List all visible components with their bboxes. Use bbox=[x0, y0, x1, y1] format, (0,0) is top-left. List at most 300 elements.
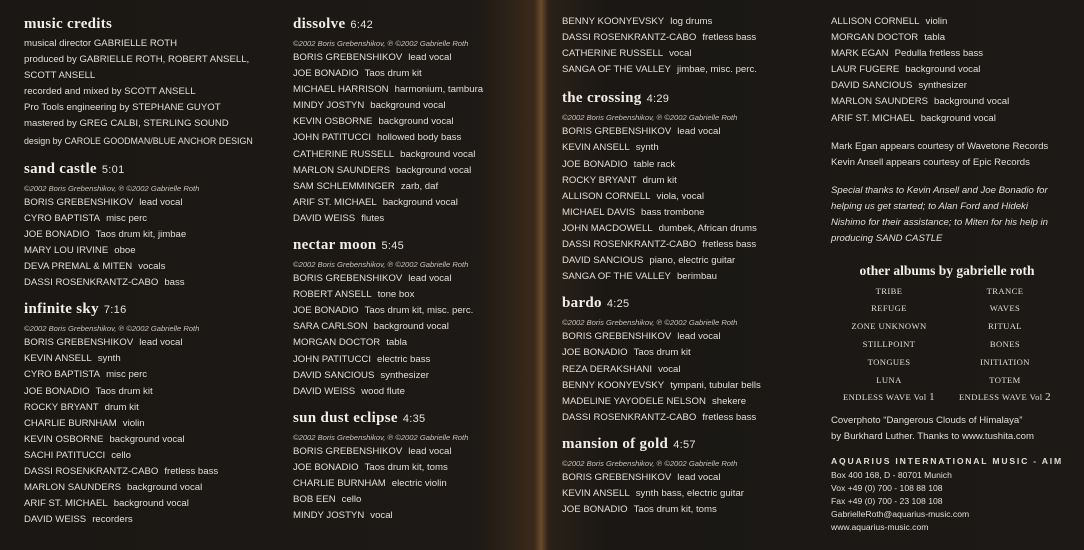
personnel-line bbox=[293, 460, 533, 476]
address-line: Fax +49 (0) 700 - 23 108 108 bbox=[831, 496, 943, 507]
address-line: www.aquarius-music.com bbox=[831, 522, 929, 533]
performer-name: KEVIN ANSELL bbox=[24, 353, 92, 365]
personnel-line bbox=[293, 368, 533, 384]
personnel-line bbox=[562, 237, 812, 253]
personnel-line bbox=[293, 319, 533, 335]
performer-role: fretless bass bbox=[702, 32, 757, 44]
performer-name: SARA CARLSON bbox=[293, 321, 368, 333]
track-list bbox=[562, 88, 812, 518]
performer-role: vocals bbox=[138, 261, 166, 273]
performer-name: MARK EGAN bbox=[831, 48, 889, 60]
performer-name: BORIS GREBENSHIKOV bbox=[293, 273, 403, 285]
column-tracks-2 bbox=[293, 14, 533, 532]
track-copyright: ©2002 Boris Grebenshikov, ℗ ©2002 Gabrielle Roth bbox=[293, 260, 469, 270]
performer-name: LAUR FUGERE bbox=[831, 64, 900, 76]
performer-role: Taos drum kit, toms bbox=[364, 461, 448, 473]
column-tracks-3 bbox=[562, 14, 812, 526]
performer-name: BENNY KOONYEVSKY bbox=[562, 379, 665, 391]
performer-name: ROCKY BRYANT bbox=[562, 174, 637, 186]
performer-role: Taos drum kit, misc. perc. bbox=[364, 305, 474, 317]
performer-role: background vocal bbox=[370, 100, 446, 112]
performer-name: JOE BONADIO bbox=[293, 461, 359, 473]
performer-name: ROBERT ANSELL bbox=[293, 289, 372, 301]
track-name: mansion of gold bbox=[562, 435, 669, 452]
personnel-line bbox=[24, 335, 264, 351]
personnel-line bbox=[293, 384, 533, 400]
personnel-line bbox=[562, 269, 812, 285]
personnel-line bbox=[293, 287, 533, 303]
performer-role: fretless bass bbox=[702, 239, 757, 251]
track-copyright: ©2002 Boris Grebenshikov, ℗ ©2002 Gabrielle Roth bbox=[562, 318, 738, 328]
performer-role: lead vocal bbox=[408, 273, 452, 285]
performer-name: DAVID WEISS bbox=[293, 212, 356, 224]
performer-name: ARIF ST. MICHAEL bbox=[293, 196, 377, 208]
performer-role: background vocal bbox=[109, 433, 185, 445]
track-copyright: ©2002 Boris Grebenshikov, ℗ ©2002 Gabrielle Roth bbox=[562, 458, 738, 468]
album-title: REFUGE bbox=[871, 303, 907, 314]
personnel-line bbox=[562, 14, 812, 30]
performer-name: BORIS GREBENSHIKOV bbox=[24, 337, 134, 349]
personnel-line bbox=[831, 30, 1063, 46]
performer-role: wood flute bbox=[361, 385, 405, 397]
performer-role: background vocal bbox=[905, 64, 981, 76]
personnel-line bbox=[562, 362, 812, 378]
performer-role: synthesizer bbox=[380, 369, 429, 381]
personnel-line bbox=[562, 30, 812, 46]
performer-name: MINDY JOSTYN bbox=[293, 510, 365, 522]
track-title bbox=[562, 434, 812, 455]
personnel-line bbox=[562, 345, 812, 361]
performer-role: cello bbox=[111, 449, 131, 461]
performer-role: violin bbox=[925, 16, 948, 27]
performer-name: DASSI ROSENKRANTZ-CABO bbox=[562, 239, 697, 251]
personnel-line bbox=[293, 335, 533, 351]
performer-role: Taos drum kit bbox=[364, 68, 422, 80]
performer-role: table rack bbox=[633, 158, 676, 170]
performer-name: BORIS GREBENSHIKOV bbox=[293, 445, 403, 457]
performer-name: CHARLIE BURNHAM bbox=[24, 417, 117, 429]
performer-role: fretless bass bbox=[702, 411, 757, 423]
personnel-line bbox=[562, 253, 812, 269]
address-line: Vox +49 (0) 700 - 108 88 108 bbox=[831, 483, 943, 494]
personnel-line bbox=[562, 205, 812, 221]
performer-name: ROCKY BRYANT bbox=[24, 401, 99, 413]
performer-name: DEVA PREMAL & MITEN bbox=[24, 261, 133, 273]
track-title bbox=[24, 159, 264, 180]
performer-role: lead vocal bbox=[677, 331, 721, 343]
personnel-line bbox=[293, 492, 533, 508]
album-title: TOTEM bbox=[989, 374, 1021, 385]
thanks-line: producing SAND CASTLE bbox=[831, 232, 943, 244]
album-title: STILLPOINT bbox=[862, 339, 916, 350]
album-name: ENDLESS WAVE bbox=[842, 392, 914, 403]
personnel-line bbox=[562, 394, 812, 410]
album-vol: Vol bbox=[1029, 392, 1046, 403]
performer-role: background vocal bbox=[127, 482, 203, 494]
performer-role: background vocal bbox=[378, 116, 454, 128]
track-duration: 6:42 bbox=[350, 19, 374, 31]
track-copyright: ©2002 Boris Grebenshikov, ℗ ©2002 Gabrielle Roth bbox=[562, 113, 738, 123]
album-title bbox=[947, 389, 1063, 407]
performer-name: SAM SCHLEMMINGER bbox=[293, 180, 395, 192]
track-title bbox=[562, 88, 812, 109]
track-name: the crossing bbox=[562, 90, 642, 107]
performer-name: CYRO BAPTISTA bbox=[24, 212, 101, 224]
performer-role: background vocal bbox=[113, 498, 189, 510]
track-duration: 7:16 bbox=[103, 304, 127, 317]
personnel-line bbox=[24, 227, 264, 243]
performer-role: background vocal bbox=[920, 112, 996, 124]
performer-name: SANGA OF THE VALLEY bbox=[562, 271, 671, 283]
personnel-line bbox=[293, 98, 533, 114]
album-volume-number: 1 bbox=[929, 391, 936, 404]
performer-name: MARLON SAUNDERS bbox=[293, 164, 391, 176]
address-line: Box 400 168, D - 80701 Munich bbox=[831, 470, 952, 481]
credit-line: produced by GABRIELLE ROTH, ROBERT ANSELL, bbox=[24, 54, 250, 66]
label-address bbox=[831, 469, 1063, 534]
performer-name: CATHERINE RUSSELL bbox=[293, 148, 395, 160]
track-duration: 4:57 bbox=[673, 438, 696, 451]
personnel-line bbox=[562, 157, 812, 173]
performer-name: KEVIN ANSELL bbox=[562, 487, 630, 499]
credit-line: design by CAROLE GOODMAN/BLUE ANCHOR DESIGN bbox=[24, 135, 253, 146]
courtesy-line: Kevin Ansell appears courtesy of Epic Records bbox=[831, 156, 1030, 168]
personnel-line bbox=[293, 444, 533, 460]
personnel-line bbox=[562, 62, 812, 78]
personnel-line bbox=[831, 94, 1063, 110]
personnel-line bbox=[293, 476, 533, 492]
personnel-line bbox=[293, 271, 533, 287]
personnel-line bbox=[562, 470, 812, 486]
performer-name: JOE BONADIO bbox=[293, 68, 359, 80]
track-list bbox=[293, 14, 533, 524]
column-info bbox=[831, 14, 1063, 534]
personnel-line bbox=[24, 416, 264, 432]
performer-role: vocal bbox=[370, 510, 393, 522]
album-list bbox=[831, 283, 1063, 408]
track-section bbox=[293, 408, 533, 524]
personnel-line bbox=[293, 147, 533, 163]
album-title: TONGUES bbox=[867, 356, 911, 367]
track-duration: 4:25 bbox=[606, 298, 630, 311]
track-title bbox=[24, 299, 264, 320]
album-title: TRANCE bbox=[986, 285, 1024, 296]
performer-name: BENNY KOONYEVSKY bbox=[562, 16, 665, 27]
thanks-line: Special thanks to Kevin Ansell and Joe Bonadio for bbox=[831, 184, 1048, 196]
performer-role: piano, electric guitar bbox=[649, 255, 736, 267]
performer-name: MORGAN DOCTOR bbox=[293, 337, 381, 349]
personnel-line bbox=[562, 221, 812, 237]
personnel-line bbox=[24, 384, 264, 400]
performer-role: vocal bbox=[669, 48, 692, 60]
performer-role: vocal bbox=[658, 363, 681, 375]
track-title bbox=[293, 14, 533, 35]
performer-name: BORIS GREBENSHIKOV bbox=[562, 471, 672, 483]
performer-role: zarb, daf bbox=[400, 180, 439, 192]
personnel-line bbox=[24, 432, 264, 448]
other-albums-title: other albums by gabrielle roth bbox=[859, 262, 1035, 278]
album-volume-number: 2 bbox=[1045, 391, 1052, 404]
performer-name: MARLON SAUNDERS bbox=[831, 96, 929, 108]
personnel-line bbox=[24, 512, 264, 528]
track-title bbox=[562, 293, 812, 314]
cover-photo-line: Coverphoto “Dangerous Clouds of Himalaya” bbox=[831, 415, 1023, 427]
performer-name: DAVID WEISS bbox=[24, 514, 87, 526]
personnel-line bbox=[24, 259, 264, 275]
performer-role: background vocal bbox=[396, 164, 472, 176]
performer-role: background vocal bbox=[400, 148, 476, 160]
performer-name: ARIF ST. MICHAEL bbox=[24, 498, 108, 510]
performer-role: bass bbox=[164, 277, 185, 289]
track-name: sun dust eclipse bbox=[293, 409, 398, 426]
personnel-line bbox=[293, 508, 533, 524]
performer-name: REZA DERAKSHANI bbox=[562, 363, 653, 375]
performer-role: jimbae, misc. perc. bbox=[676, 64, 757, 76]
performer-name: MICHAEL DAVIS bbox=[562, 206, 636, 218]
track-section bbox=[293, 235, 533, 400]
track-duration: 4:29 bbox=[646, 93, 670, 106]
performer-role: lead vocal bbox=[408, 52, 452, 63]
personnel-line bbox=[293, 82, 533, 98]
performer-name: JOHN MACDOWELL bbox=[562, 222, 653, 234]
track-section bbox=[562, 88, 812, 285]
track-duration: 4:35 bbox=[402, 412, 426, 425]
personnel-line bbox=[24, 464, 264, 480]
personnel-line bbox=[831, 14, 1063, 30]
personnel-line bbox=[562, 173, 812, 189]
performer-name: DASSI ROSENKRANTZ-CABO bbox=[562, 32, 697, 44]
performer-name: JOHN PATITUCCI bbox=[293, 132, 371, 144]
track-duration: 5:01 bbox=[101, 163, 125, 176]
track-section bbox=[24, 159, 264, 292]
track-list bbox=[24, 159, 264, 529]
performer-name: MINDY JOSTYN bbox=[293, 100, 365, 112]
performer-role: synthesizer bbox=[918, 80, 967, 92]
performer-name: BORIS GREBENSHIKOV bbox=[562, 126, 672, 138]
performer-role: lead vocal bbox=[677, 471, 721, 483]
performer-name: BORIS GREBENSHIKOV bbox=[562, 331, 672, 343]
thanks-line: Nishimo for their assistance; to Miten for his help in bbox=[831, 216, 1049, 228]
performer-name: MORGAN DOCTOR bbox=[831, 32, 919, 44]
personnel-line bbox=[562, 410, 812, 426]
continued-personnel bbox=[562, 14, 812, 78]
performer-name: JOHN PATITUCCI bbox=[293, 353, 371, 365]
performer-name: DASSI ROSENKRANTZ-CABO bbox=[562, 411, 697, 423]
credit-line: Pro Tools engineering by STEPHANE GUYOT bbox=[24, 102, 221, 114]
performer-role: violin bbox=[122, 417, 145, 429]
track-copyright: ©2002 Boris Grebenshikov, ℗ ©2002 Gabrielle Roth bbox=[24, 324, 200, 334]
section-title: music credits bbox=[24, 16, 113, 32]
performer-role: Taos drum kit bbox=[633, 347, 691, 359]
performer-role: flutes bbox=[361, 212, 385, 224]
personnel-line bbox=[24, 480, 264, 496]
performer-name: JOE BONADIO bbox=[24, 228, 90, 240]
continued-personnel bbox=[831, 14, 1063, 127]
label-name: AQUARIUS INTERNATIONAL MUSIC - AIM bbox=[831, 456, 1063, 467]
courtesy-notes bbox=[831, 139, 1063, 171]
performer-name: ALLISON CORNELL bbox=[562, 190, 651, 202]
track-name: dissolve bbox=[293, 16, 346, 32]
performer-name: DAVID WEISS bbox=[293, 385, 356, 397]
track-copyright: ©2002 Boris Grebenshikov, ℗ ©2002 Gabrielle Roth bbox=[24, 183, 200, 193]
album-title: INITIATION bbox=[980, 356, 1030, 367]
performer-role: lead vocal bbox=[139, 337, 183, 349]
performer-role: dumbek, African drums bbox=[658, 222, 757, 234]
performer-name: BORIS GREBENSHIKOV bbox=[24, 196, 134, 208]
personnel-line bbox=[293, 179, 533, 195]
performer-name: SACHI PATITUCCI bbox=[24, 449, 106, 461]
track-section bbox=[562, 434, 812, 518]
thanks-line: helping us get started; to Alan Ford and Hideki bbox=[831, 200, 1028, 212]
performer-name: MARY LOU IRVINE bbox=[24, 244, 109, 256]
credit-line: SCOTT ANSELL bbox=[24, 70, 96, 82]
personnel-line bbox=[24, 367, 264, 383]
personnel-line bbox=[562, 329, 812, 345]
personnel-line bbox=[24, 195, 264, 211]
personnel-line bbox=[293, 195, 533, 211]
performer-role: misc perc bbox=[106, 369, 148, 381]
performer-role: tone box bbox=[377, 289, 415, 301]
performer-name: KEVIN OSBORNE bbox=[293, 116, 373, 128]
performer-role: bass trombone bbox=[641, 206, 705, 218]
performer-name: JOE BONADIO bbox=[562, 347, 628, 359]
performer-role: cello bbox=[341, 494, 362, 506]
performer-name: JOE BONADIO bbox=[24, 385, 90, 397]
performer-role: viola, vocal bbox=[656, 190, 704, 202]
album-title bbox=[831, 389, 947, 407]
performer-role: harmonium, tambura bbox=[394, 84, 484, 96]
credit-line: musical director GABRIELLE ROTH bbox=[24, 38, 178, 49]
performer-role: synth bbox=[97, 353, 121, 365]
performer-name: CYRO BAPTISTA bbox=[24, 369, 101, 381]
performer-name: DAVID SANCIOUS bbox=[293, 369, 375, 381]
personnel-line bbox=[562, 140, 812, 156]
performer-name: JOE BONADIO bbox=[562, 504, 628, 516]
performer-role: background vocal bbox=[934, 96, 1010, 108]
album-title: RITUAL bbox=[988, 321, 1022, 332]
personnel-line bbox=[562, 486, 812, 502]
track-name: nectar moon bbox=[293, 237, 377, 254]
performer-role: Taos drum kit, toms bbox=[633, 504, 717, 516]
personnel-line bbox=[562, 189, 812, 205]
personnel-line bbox=[562, 46, 812, 62]
performer-name: DASSI ROSENKRANTZ-CABO bbox=[24, 465, 159, 477]
track-name: infinite sky bbox=[24, 301, 99, 318]
performer-name: ARIF ST. MICHAEL bbox=[831, 112, 915, 124]
album-title: LUNA bbox=[876, 374, 902, 385]
album-title: WAVES bbox=[989, 303, 1021, 314]
special-thanks bbox=[831, 183, 1063, 247]
personnel-line bbox=[24, 351, 264, 367]
personnel-line bbox=[562, 502, 812, 518]
performer-name: KEVIN OSBORNE bbox=[24, 433, 104, 445]
performer-name: DASSI ROSENKRANTZ-CABO bbox=[24, 277, 159, 289]
performer-role: background vocal bbox=[382, 196, 458, 208]
performer-role: berimbau bbox=[676, 271, 717, 283]
personnel-line bbox=[831, 46, 1063, 62]
track-section bbox=[293, 14, 533, 227]
personnel-line bbox=[293, 211, 533, 227]
performer-name: KEVIN ANSELL bbox=[562, 142, 630, 154]
performer-name: CHARLIE BURNHAM bbox=[293, 477, 386, 489]
performer-name: BORIS GREBENSHIKOV bbox=[293, 52, 403, 63]
performer-role: drum kit bbox=[104, 401, 139, 413]
performer-name: DAVID SANCIOUS bbox=[831, 80, 913, 92]
personnel-line bbox=[293, 352, 533, 368]
performer-name: MADELINE YAYODELE NELSON bbox=[562, 395, 706, 407]
album-name: ENDLESS WAVE bbox=[958, 392, 1030, 403]
personnel-line bbox=[293, 50, 533, 66]
performer-role: lead vocal bbox=[139, 196, 183, 208]
performer-role: tabla bbox=[386, 337, 408, 349]
performer-name: JOE BONADIO bbox=[293, 305, 359, 317]
track-name: bardo bbox=[562, 295, 602, 312]
track-section bbox=[562, 293, 812, 426]
track-name: sand castle bbox=[24, 160, 97, 177]
performer-role: tympani, tubular bells bbox=[670, 379, 761, 391]
performer-role: synth bbox=[635, 142, 659, 154]
personnel-line bbox=[24, 448, 264, 464]
personnel-line bbox=[24, 211, 264, 227]
credits-list bbox=[24, 36, 264, 149]
album-title: TRIBE bbox=[875, 285, 903, 296]
performer-name: MICHAEL HARRISON bbox=[293, 84, 389, 96]
personnel-line bbox=[293, 66, 533, 82]
personnel-line bbox=[24, 243, 264, 259]
performer-role: fretless bass bbox=[164, 465, 219, 477]
track-title bbox=[293, 235, 533, 256]
performer-name: BOB EEN bbox=[293, 494, 336, 506]
track-duration: 5:45 bbox=[381, 240, 405, 253]
address-line: GabrielleRoth@aquarius-music.com bbox=[831, 509, 970, 520]
personnel-line bbox=[293, 130, 533, 146]
album-vol: Vol bbox=[913, 392, 930, 403]
personnel-line bbox=[293, 163, 533, 179]
performer-role: electric bass bbox=[377, 353, 431, 365]
performer-role: shekere bbox=[711, 395, 747, 407]
credit-line: recorded and mixed by SCOTT ANSELL bbox=[24, 86, 196, 98]
personnel-line bbox=[24, 275, 264, 291]
column-credits bbox=[24, 14, 264, 536]
performer-role: drum kit bbox=[642, 174, 677, 186]
track-title bbox=[293, 408, 533, 429]
credit-line: mastered by GREG CALBI, STERLING SOUND bbox=[24, 118, 229, 130]
personnel-line bbox=[831, 62, 1063, 78]
performer-role: log drums bbox=[670, 16, 713, 27]
performer-role: lead vocal bbox=[408, 445, 452, 457]
performer-name: ALLISON CORNELL bbox=[831, 16, 920, 27]
personnel-line bbox=[562, 124, 812, 140]
performer-role: lead vocal bbox=[677, 126, 721, 138]
courtesy-line: Mark Egan appears courtesy of Wavetone Records bbox=[831, 140, 1049, 152]
performer-role: misc perc bbox=[106, 212, 148, 224]
personnel-line bbox=[293, 303, 533, 319]
track-copyright: ©2002 Boris Grebenshikov, ℗ ©2002 Gabrielle Roth bbox=[293, 432, 469, 442]
performer-name: JOE BONADIO bbox=[562, 158, 628, 170]
personnel-line bbox=[24, 400, 264, 416]
cover-photo-line: by Burkhard Luther. Thanks to www.tushita.com bbox=[831, 431, 1034, 443]
performer-role: synth bass, electric guitar bbox=[635, 487, 744, 499]
performer-name: CATHERINE RUSSELL bbox=[562, 48, 664, 60]
music-credits-section bbox=[24, 14, 264, 149]
album-title: BONES bbox=[989, 339, 1021, 350]
performer-name: SANGA OF THE VALLEY bbox=[562, 64, 671, 76]
performer-role: background vocal bbox=[373, 321, 449, 333]
cover-photo-credit bbox=[831, 413, 1063, 445]
performer-role: tabla bbox=[924, 32, 946, 44]
performer-role: Taos drum kit, jimbae bbox=[95, 228, 187, 240]
personnel-line bbox=[293, 114, 533, 130]
